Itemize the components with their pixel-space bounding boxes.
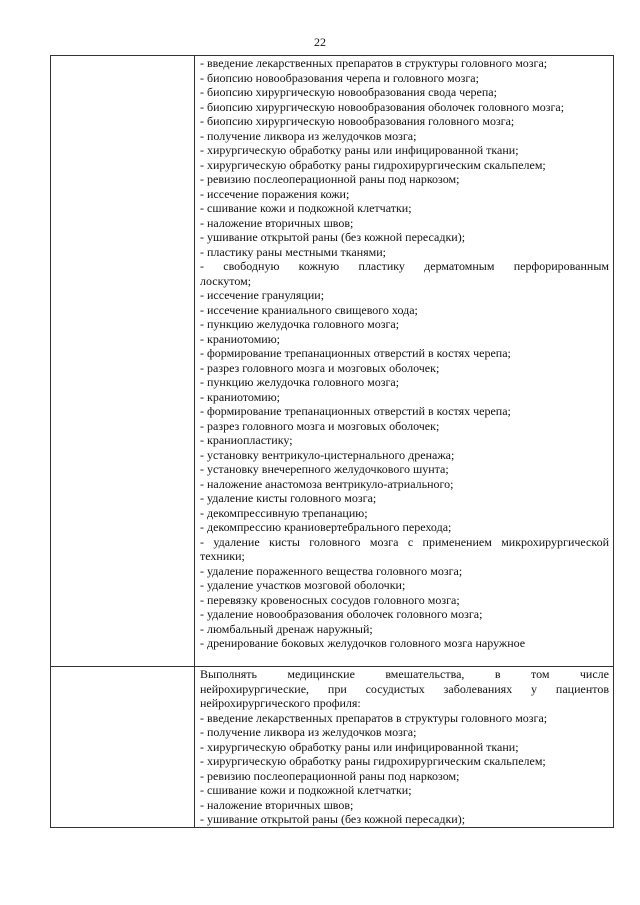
list-item: - иссечение поражения кожи;: [200, 186, 350, 201]
table-cell-right: [195, 667, 614, 828]
list-item: - получение ликвора из желудочков мозга;: [200, 128, 417, 143]
list-item: - краниотомию;: [200, 389, 281, 404]
list-item: - свободную кожную пластику дерматомным перфорированным: [200, 259, 609, 273]
list-item: - хирургическую обработку раны гидрохирургическим скальпелем;: [200, 157, 546, 172]
list-item: - перевязку кровеносных сосудов головного мозга;: [200, 592, 460, 607]
table-cell-left: [51, 56, 195, 667]
list-item: - краниотомию;: [200, 331, 281, 346]
list-item: нейрохирургические, при сосудистых заболеваниях у пациентов: [200, 681, 609, 696]
list-item: - введение лекарственных препаратов в структуры головного мозга;: [200, 710, 548, 725]
list-item: - краниопластику;: [200, 433, 293, 447]
list-item: - пункцию желудочка головного мозга;: [200, 317, 400, 331]
list-item: - удаление кисты головного мозга с применением микрохирургической: [200, 534, 609, 549]
list-item: лоскутом;: [200, 273, 252, 288]
list-item: - хирургическую обработку раны гидрохирургическим скальпелем;: [200, 754, 546, 768]
list-item: - биопсию хирургическую новообразования свода черепа;: [200, 85, 497, 99]
list-item: Выполнять медицинские вмешательства, в том числе: [200, 667, 609, 681]
list-item: - иссечение краниального свищевого хода;: [200, 302, 418, 317]
list-item: нейрохирургического профиля:: [200, 696, 361, 710]
list-item: - декомпрессию краниовертебрального перехода;: [200, 520, 452, 534]
procedure-list: [195, 56, 613, 651]
list-item: - удаление пораженного вещества головного мозга;: [200, 563, 463, 578]
list-item: - установку внечерепного желудочкового шунта;: [200, 462, 449, 476]
list-item: - удаление кисты головного мозга;: [200, 491, 377, 505]
list-item: - установку вентрикуло-цистернального дренажа;: [200, 447, 455, 462]
list-item: - декомпрессивную трепанацию;: [200, 505, 368, 520]
list-item: - получение ликвора из желудочков мозга;: [200, 725, 417, 739]
table-cell-left: [51, 667, 195, 828]
table-cell-right: [195, 56, 614, 667]
list-item: - биопсию новообразования черепа и головного мозга;: [200, 70, 479, 85]
table-row: [51, 56, 614, 667]
list-item: - разрез головного мозга и мозговых оболочек;: [200, 418, 440, 433]
list-item: - удаление новообразования оболочек головного мозга;: [200, 607, 483, 621]
procedures-table: [50, 55, 614, 828]
list-item: - введение лекарственных препаратов в структуры головного мозга;: [200, 56, 548, 70]
list-item: - биопсию хирургическую новообразования головного мозга;: [200, 114, 515, 128]
list-item: - люмбальный дренаж наружный;: [200, 621, 373, 636]
list-item: - хирургическую обработку раны или инфицированной ткани;: [200, 143, 519, 157]
list-item: - ревизию послеоперационной раны под наркозом;: [200, 768, 460, 783]
list-item: - удаление участков мозговой оболочки;: [200, 578, 406, 592]
list-item: - ушивание открытой раны (без кожной пересадки);: [200, 812, 466, 826]
list-item: техники;: [200, 549, 245, 563]
list-item: - дренирование боковых желудочков головного мозга наружное: [200, 636, 526, 650]
list-item: - ревизию послеоперационной раны под наркозом;: [200, 172, 460, 186]
table-row: [51, 667, 614, 828]
procedure-list: [195, 667, 613, 827]
list-item: - формирование трепанационных отверстий в костях черепа;: [200, 404, 511, 418]
list-item: - разрез головного мозга и мозговых оболочек;: [200, 360, 440, 375]
page-number: 22: [314, 35, 326, 49]
list-item: - формирование трепанационных отверстий в костях черепа;: [200, 346, 511, 360]
list-item: - наложение вторичных швов;: [200, 215, 354, 230]
list-item: - иссечение грануляции;: [200, 288, 325, 302]
list-item: - биопсию хирургическую новообразования оболочек головного мозга;: [200, 99, 565, 114]
list-item: - наложение анастомоза вентрикуло-атриального;: [200, 476, 454, 491]
list-item: - пластику раны местными тканями;: [200, 244, 386, 259]
list-item: - пункцию желудочка головного мозга;: [200, 375, 400, 389]
list-item: - сшивание кожи и подкожной клетчатки;: [200, 201, 412, 215]
list-item: - сшивание кожи и подкожной клетчатки;: [200, 783, 412, 797]
list-item: - хирургическую обработку раны или инфицированной ткани;: [200, 739, 519, 754]
list-item: - наложение вторичных швов;: [200, 797, 354, 812]
list-item: - ушивание открытой раны (без кожной пересадки);: [200, 230, 466, 244]
